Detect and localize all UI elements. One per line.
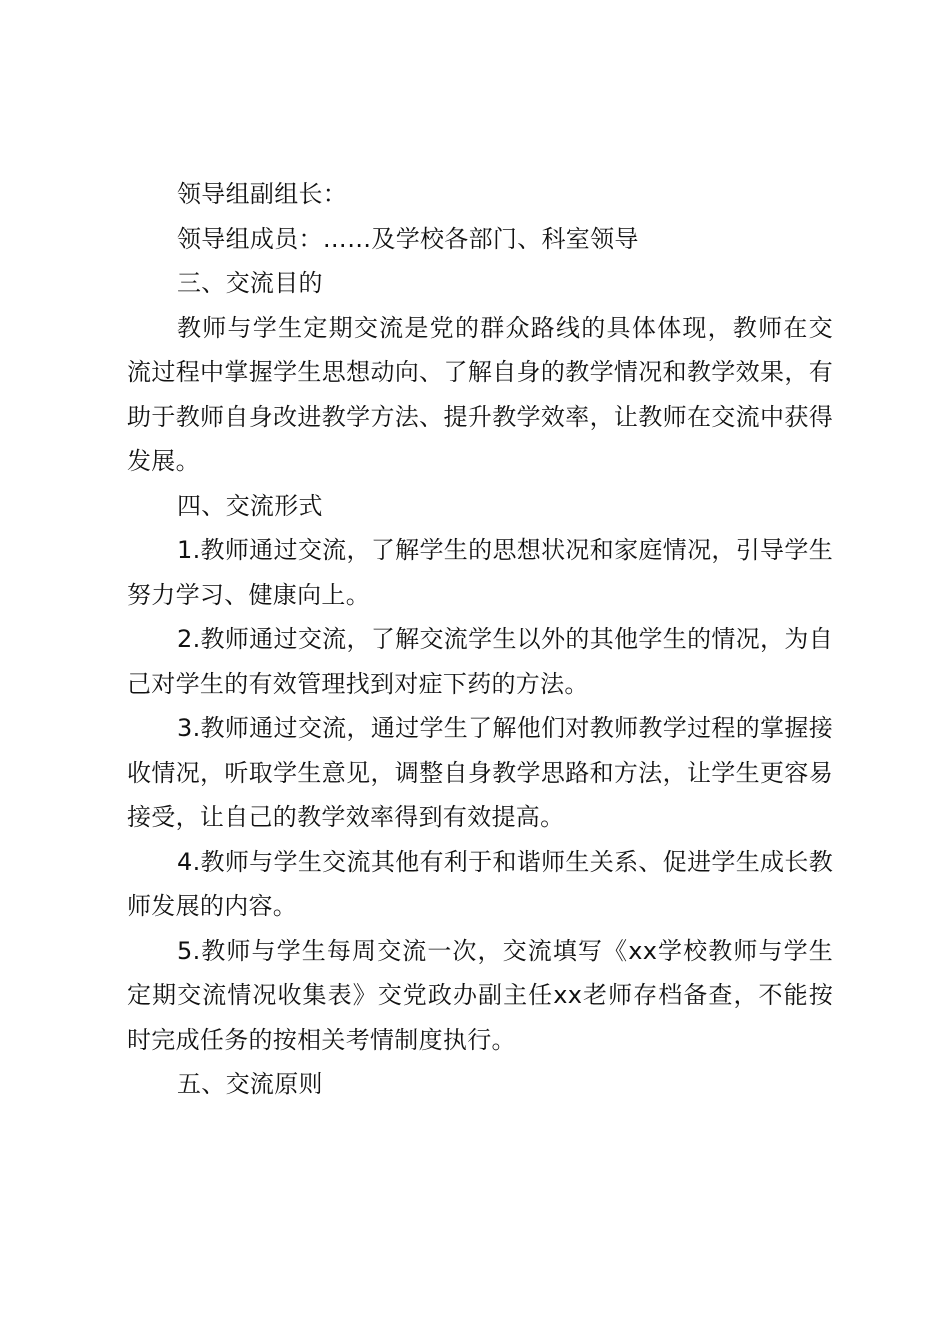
list-item-3: 3.教师通过交流，通过学生了解他们对教师教学过程的掌握接收情况，听取学生意见，调整自身教学思路和方法，让学生更容易接受，让自己的教学效率得到有效提高。 [127,714,833,831]
heading-principles: 五、交流原则 [177,1070,323,1098]
paragraph-vice-leader: 领导组副组长： [177,180,348,208]
heading-form: 四、交流形式 [177,491,323,520]
list-item-5: 5.教师与学生每周交流一次，交流填写《xx学校教师与学生定期交流情况收集表》交党政办副主任xx老师存档备查，不能按时完成任务的按相关考情制度执行。 [127,936,833,1054]
paragraph-purpose: 教师与学生定期交流是党的群众路线的具体体现，教师在交流过程中掌握学生思想动向、了解自身的教学情况和教学效果，有助于教师自身改进教学方法、提升教学效率，让教师在交流中获得发展。 [127,313,833,475]
list-item-1: 1.教师通过交流，了解学生的思想状况和家庭情况，引导学生努力学习、健康向上。 [127,536,833,609]
document-page [127,172,833,1107]
paragraph-members: 领导组成员：……及学校各部门、科室领导 [177,224,639,253]
heading-purpose: 三、交流目的 [177,269,323,297]
list-item-4: 4.教师与学生交流其他有利于和谐师生关系、促进学生成长教师发展的内容。 [127,847,833,920]
list-item-2: 2.教师通过交流，了解交流学生以外的其他学生的情况，为自己对学生的有效管理找到对症下药的方法。 [127,625,833,698]
